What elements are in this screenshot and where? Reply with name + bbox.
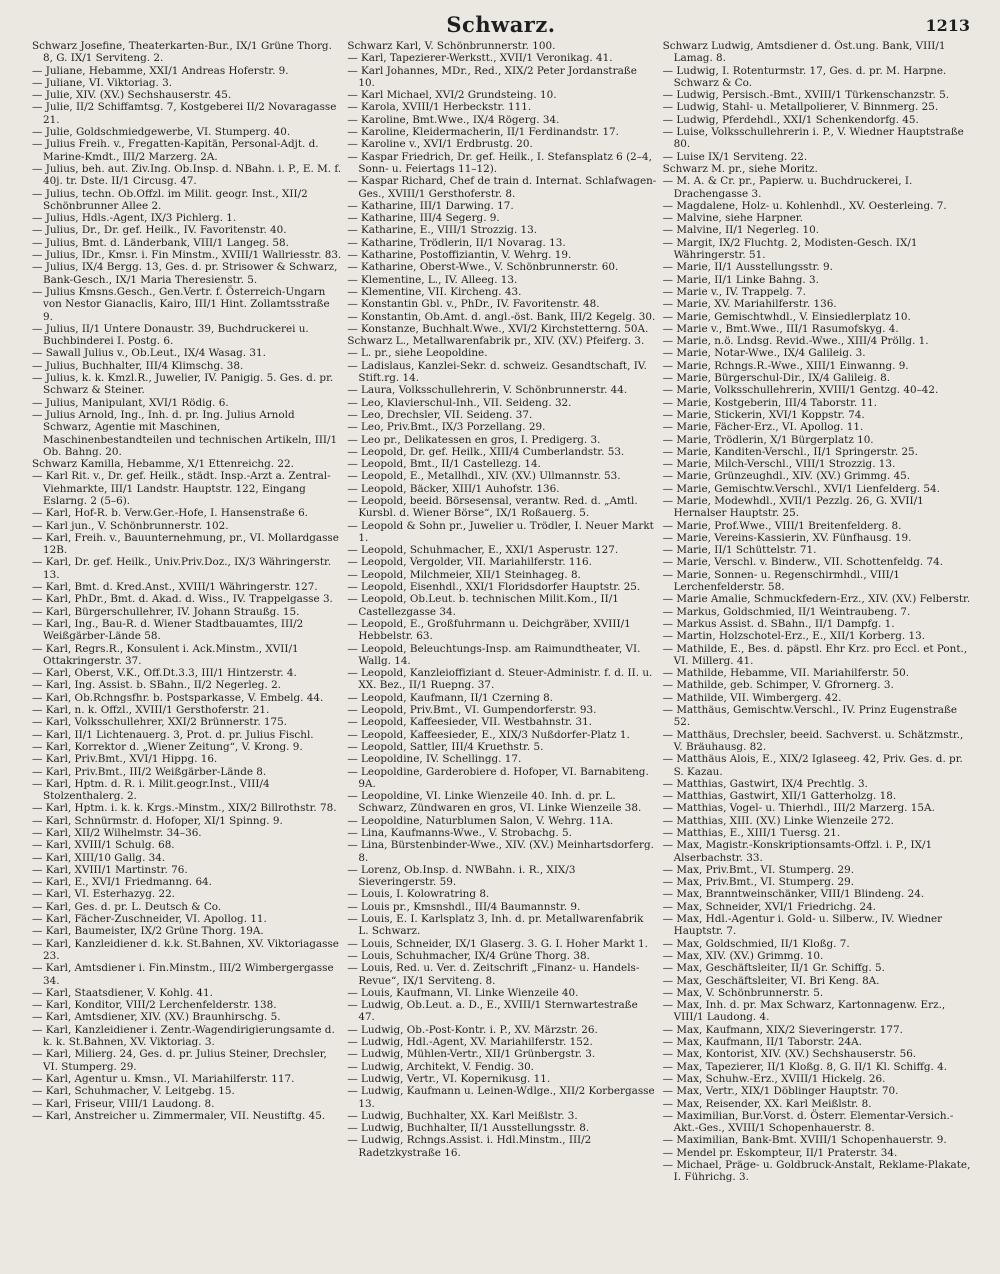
directory-entry: — Karola, XVIII/1 Herbeckstr. 111. bbox=[347, 101, 532, 114]
directory-entry: — Karl, Priv.Bmt., III/2 Weißgärber-Lände 8. bbox=[32, 765, 267, 778]
directory-entry: — Julius Arnold, Ing., Inh. d. pr. Ing. Julius Arnold Schwarz, Agentie mit Maschinen, Maschinenbestandteilen und technischen Artikeln, III/1 Ob. Bahng. 20. bbox=[32, 408, 338, 458]
directory-entry: — Karl Michael, XVI/2 Grundsteing. 10. bbox=[347, 89, 557, 102]
directory-entry: — Karl, Freih. v., Bauunternehmung, pr., VI. Mollardgasse 12B. bbox=[32, 531, 339, 557]
directory-entry: — Karl, Volksschullehrer, XXI/2 Brünnerstr. 175. bbox=[32, 716, 288, 729]
directory-entry: — Karl, Agentur u. Kmsn., VI. Mariahilferstr. 117. bbox=[32, 1072, 295, 1085]
directory-entry: — Julie, II/2 Schiffamtsg. 7, Kostgeberei II/2 Novaragasse 21. bbox=[32, 101, 337, 126]
directory-entry: — Max, Priv.Bmt., VI. Stumperg. 29. bbox=[662, 863, 855, 876]
page-header bbox=[32, 10, 970, 40]
directory-entry: — Ludwig, Ob.-Post-Kontr. i. P., XV. Märzstr. 26. bbox=[347, 1023, 598, 1036]
directory-entry: — Max, Hdl.-Agentur i. Gold- u. Silberw., IV. Wiedner Hauptstr. 7. bbox=[662, 913, 943, 938]
directory-entry: — Lina, Bürstenbinder-Wwe., XIV. (XV.) Meinhartsdorferg. 8. bbox=[347, 839, 654, 864]
directory-entry: — Marie, Kanditen-Verschl., II/1 Springerstr. 25. bbox=[662, 445, 918, 458]
directory-entry: — Matthias, Vogel- u. Thierhdl., III/2 Marzerg. 15A. bbox=[662, 802, 935, 815]
directory-entry: Schwarz Josefine, Theaterkarten-Bur., IX/1 Grüne Thorg. 8, G. IX/1 Serviteng. 2. bbox=[32, 40, 332, 65]
directory-entry: — Ludwig, Vertr., VI. Kopernikusg. 11. bbox=[347, 1072, 551, 1085]
directory-entry: — Leopold, Kaufmann, II/1 Czerning 8. bbox=[347, 691, 554, 704]
directory-entry: — Mendel pr. Eskompteur, II/1 Praterstr. 34. bbox=[662, 1146, 898, 1159]
directory-entry: — Ludwig, Kaufmann u. Leinen-Wdlge., XII/2 Korbergasse 13. bbox=[347, 1085, 655, 1110]
directory-entry: Schwarz M. pr., siehe Moritz. bbox=[662, 162, 818, 175]
directory-entry: — Max, Geschäftsleiter, II/1 Gr. Schiffg. 5. bbox=[662, 962, 885, 975]
directory-entry: — Marie, II/1 Schüttelstr. 71. bbox=[662, 544, 817, 557]
directory-entry: — Katharine, III/1 Darwing. 17. bbox=[347, 199, 514, 212]
directory-entry: — Ludwig, Rchngs.Assist. i. Hdl.Minstm., III/2 Radetzkystraße 16. bbox=[347, 1134, 592, 1159]
directory-entry: — Karl, Korrektor d. „Wiener Zeitung“, V. Krong. 9. bbox=[32, 740, 303, 753]
directory-entry: — Leopold, Eisenhdl., XXI/1 Floridsdorfer Hauptstr. 25. bbox=[347, 581, 641, 594]
directory-entry: — Mathilde, VII. Wimbergerg. 42. bbox=[662, 691, 842, 704]
directory-entry: — Matthias, E., XIII/1 Tuersg. 21. bbox=[662, 827, 841, 839]
directory-entry: — Karl, Friseur, VIII/1 Laudong. 8. bbox=[32, 1097, 215, 1110]
directory-entry: — Ludwig, Ob.Leut. a. D., E., XVIII/1 Sternwartestraße 47. bbox=[347, 999, 638, 1024]
directory-entry: — Marie, Gemischtw.Verschl., XVI/1 Lienfelderg. 54. bbox=[662, 482, 940, 495]
directory-entry: — Julie, Goldschmiedgewerbe, VI. Stumperg. 40. bbox=[32, 126, 291, 139]
directory-entry: — Karl, VI. Esterhazyg. 22. bbox=[32, 888, 175, 901]
directory-entry: — Karl, Baumeister, IX/2 Grüne Thorg. 19A. bbox=[32, 925, 264, 938]
directory-entry: — Max, Kaufmann, II/1 Taborstr. 24A. bbox=[662, 1036, 862, 1049]
directory-entry: — Konstantin, Ob.Amt. d. angl.-öst. Bank, III/2 Kegelg. 30. bbox=[347, 310, 656, 323]
directory-entry: — Magdalene, Holz- u. Kohlenhdl., XV. Oesterleing. 7. bbox=[662, 199, 947, 212]
directory-entry: — Katharine, Postoffiziantin, V. Wehrg. 19. bbox=[347, 249, 572, 262]
directory-entry: — Matthäus, Gemischtw.Verschl., IV. Prinz Eugenstraße 52. bbox=[662, 704, 958, 729]
directory-entry: — Max, Tapezierer, II/1 Kloßg. 8, G. II/1 Kl. Schiffg. 4. bbox=[662, 1060, 947, 1073]
directory-entry: — Lina, Kaufmanns-Wwe., V. Strobachg. 5. bbox=[347, 827, 572, 839]
directory-entry: — Ladislaus, Kanzlei-Sekr. d. schweiz. Gesandtschaft, IV. Stift.rg. 14. bbox=[347, 359, 647, 385]
directory-entry: — Leopoldine, Naturblumen Salon, V. Wehrg. 11A. bbox=[347, 814, 614, 827]
directory-entry: — Karl, Konditor, VIII/2 Lerchenfelderstr. 138. bbox=[32, 999, 277, 1012]
directory-entry: — Karl, Staatsdiener, V. Kohlg. 41. bbox=[32, 986, 213, 999]
directory-entry: — Karl, Kanzleidiener i. Zentr.-Wagendirigierungsamte d. k. k. St.Bahnen, XV. Viktoriag. 3. bbox=[32, 1023, 335, 1049]
directory-entry: — Leopold, Dr. gef. Heilk., XIII/4 Cumberlandstr. 53. bbox=[347, 445, 625, 458]
directory-entry: — Ludwig, Buchhalter, II/1 Ausstellungsstr. 8. bbox=[347, 1122, 590, 1135]
column-3 bbox=[663, 40, 972, 1266]
directory-entry: — Leopold, E., Metallhdl., XIV. (XV.) Ullmannstr. 53. bbox=[347, 470, 621, 483]
directory-entry: — Max, Branntweinschänker, VIII/1 Blindeng. 24. bbox=[662, 888, 925, 901]
directory-entry: — Leopold, Kaffeesieder, VII. Westbahnstr. 31. bbox=[347, 716, 592, 729]
directory-entry: — Laura, Volksschullehrerin, V. Schönbrunnerstr. 44. bbox=[347, 384, 628, 397]
directory-entry: — Luise, Volksschullehrerin i. P., V. Wiedner Hauptstraße 80. bbox=[662, 126, 964, 151]
directory-entry: — Karl, Anstreicher u. Zimmermaler, VII. Neustiftg. 45. bbox=[32, 1109, 326, 1122]
directory-entry: — Marie, Prof.Wwe., VIII/1 Breitenfelderg. 8. bbox=[662, 519, 902, 532]
directory-entry: — Leopold, Bäcker, XIII/1 Auhofstr. 136. bbox=[347, 482, 560, 495]
directory-entry: — Louis, Red. u. Ver. d. Zeitschrift „Finanz- u. Handels-Revue“, IX/1 Serviteng. 8. bbox=[347, 962, 640, 987]
directory-entry: — Max, V. Schönbrunnerstr. 5. bbox=[662, 986, 824, 999]
directory-entry: — Karl, Dr. gef. Heilk., Univ.Priv.Doz., IX/3 Währingerstr. 13. bbox=[32, 556, 332, 581]
directory-entry: — Ludwig, Architekt, V. Fendig. 30. bbox=[347, 1060, 534, 1073]
directory-entry: — Marie, XV. Mariahilferstr. 136. bbox=[662, 298, 837, 311]
directory-entry: — Ludwig, Buchhalter, XX. Karl Meißlstr. 3. bbox=[347, 1109, 578, 1122]
directory-entry: — Max, Geschäftsleiter, VI. Bri Keng. 8A. bbox=[662, 974, 880, 987]
directory-entry: — Leopold, Bmt., II/1 Castellezg. 14. bbox=[347, 458, 541, 471]
directory-entry: — Katharine, III/4 Segerg. 9. bbox=[347, 212, 500, 225]
directory-entry: — Ludwig, Hdl.-Agent, XV. Mariahilferstr. 152. bbox=[347, 1036, 593, 1049]
directory-entry: — Julius Kmsns.Gesch., Gen.Vertr. f. Österreich-Ungarn von Nestor Gianaclis, Kairo, III/1 Hint. Zollamtsstraße 9. bbox=[32, 285, 330, 323]
directory-entry: — Max, Goldschmied, II/1 Kloßg. 7. bbox=[662, 937, 850, 950]
directory-entry: — M. A. & Cr. pr., Papierw. u. Buchdruckerei, I. Drachengasse 3. bbox=[662, 175, 913, 200]
directory-entry: — Louis, Schneider, IX/1 Glaserg. 3. G. I. Hoher Markt 1. bbox=[347, 937, 648, 950]
directory-entry: — Leopoldine, Garderobiere d. Hofoper, VI. Barnabiteng. 9A. bbox=[347, 765, 649, 790]
directory-entry: — Katharine, Trödlerin, II/1 Novarag. 13. bbox=[347, 236, 566, 249]
directory-entry: — Max, Vertr., XIX/1 Döblinger Hauptstr. 70. bbox=[662, 1085, 899, 1098]
directory-entry: — Marie, Gemischtwhdl., V. Einsiedlerplatz 10. bbox=[662, 310, 911, 323]
directory-entry: — Matthäus Alois, E., XIX/2 Iglaseeg. 42, Priv. Ges. d. pr. S. Kazau. bbox=[662, 753, 963, 778]
directory-entry: — Karl, Ing., Bau-R. d. Wiener Stadtbauamtes, III/2 Weißgärber-Lände 58. bbox=[32, 617, 304, 643]
directory-entry: — Karl, XVIII/1 Martinstr. 76. bbox=[32, 863, 188, 876]
directory-entry: — Karoline v., XVI/1 Erdbrustg. 20. bbox=[347, 138, 533, 151]
directory-entry: — Marie, Grünzeughdl., XIV. (XV.) Grimmg. 45. bbox=[662, 470, 911, 483]
directory-entry: — Karl, Amtsdiener i. Fin.Minstm., III/2 Wimbergergasse 34. bbox=[32, 962, 334, 987]
directory-entry: — Karl, Bmt. d. Kred.Anst., XVIII/1 Währingerstr. 127. bbox=[32, 581, 318, 594]
directory-entry: — Karl, Hptm. d. R. i. Milit.geogr.Inst., VIII/4 Stolzenthalerg. 2. bbox=[32, 777, 270, 803]
directory-entry: — Malvine, II/1 Negerleg. 10. bbox=[662, 224, 820, 237]
directory-entry: — Marie, Vereins-Kassierin, XV. Fünfhausg. 19. bbox=[662, 531, 912, 544]
directory-entry: — Markus Assist. d. SBahn., II/1 Dampfg. 1. bbox=[662, 617, 895, 630]
directory-entry: — Max, Inh. d. pr. Max Schwarz, Kartonnagenw. Erz., VIII/1 Laudong. 4. bbox=[662, 999, 946, 1024]
directory-entry: — Karl, Oberst, V.K., Off.Dt.3.3, III/1 Hintzerstr. 4. bbox=[32, 667, 297, 680]
directory-entry: — Ludwig, Pferdehdl., XXI/1 Schenkendorfg. 45. bbox=[662, 113, 919, 126]
column-1 bbox=[32, 40, 341, 1266]
directory-entry: — Marie v., IV. Trappelg. 7. bbox=[662, 285, 806, 298]
directory-entry: — Leopold, beeid. Börsesensal, verantw. Red. d. „Amtl. Kursbl. d. Wiener Börse“, IX/1 Roßauerg. 5. bbox=[347, 494, 638, 520]
directory-entry: — Julius, beh. aut. Ziv.Ing. Ob.Insp. d. NBahn. i. P., E. M. f. 40j. tr. Dste. II/1 Circusg. 47. bbox=[32, 162, 342, 188]
directory-entry: Schwarz L., Metallwarenfabrik pr., XIV. (XV.) Pfeiferg. 3. bbox=[347, 335, 645, 348]
directory-entry: — Julius, techn. Ob.Offzl. im Milit. geogr. Inst., XII/2 Schönbrunner Allee 2. bbox=[32, 187, 308, 212]
directory-entry: — Katharine, E., VIII/1 Strozzig. 13. bbox=[347, 224, 538, 237]
directory-entry: — Marie v., Bmt.Wwe., III/1 Rasumofskyg. 4. bbox=[662, 322, 899, 335]
directory-entry: Schwarz Karl, V. Schönbrunnerstr. 100. bbox=[347, 40, 556, 52]
column-2 bbox=[347, 40, 656, 1266]
directory-entry: — Karl, Ges. d. pr. L. Deutsch & Co. bbox=[32, 900, 222, 913]
directory-entry: — Max, Kaufmann, XIX/2 Sieveringerstr. 177. bbox=[662, 1023, 903, 1036]
directory-entry: — Marie, II/1 Linke Bahng. 3. bbox=[662, 273, 819, 286]
directory-entry: — Julius, k. k. Kmzl.R., Juwelier, IV. Panigig. 5. Ges. d. pr. Schwarz & Steiner. bbox=[32, 372, 334, 397]
directory-entry: — Max, Schuhw.-Erz., XVIII/1 Hickelg. 26. bbox=[662, 1072, 886, 1085]
directory-entry: — Ludwig, I. Rotenturmstr. 17, Ges. d. pr. M. Harpne. Schwarz & Co. bbox=[662, 64, 947, 89]
directory-entry: — Leopold, Beleuchtungs-Insp. am Raimundtheater, VI. Wallg. 14. bbox=[347, 642, 641, 667]
directory-entry: — Karl, Fächer-Zuschneider, VI. Apollog. 11. bbox=[32, 913, 267, 926]
directory-entry: — Kaspar Friedrich, Dr. gef. Heilk., I. Stefansplatz 6 (2–4, Sonn- u. Feiertags 11–12). bbox=[347, 150, 652, 175]
directory-entry: — Leo, Priv.Bmt., IX/3 Porzellang. 29. bbox=[347, 421, 546, 434]
directory-entry: — Ludwig, Persisch.-Bmt., XVIII/1 Türkenschanzstr. 5. bbox=[662, 89, 950, 102]
directory-entry: — L. pr., siehe Leopoldine. bbox=[347, 347, 488, 360]
directory-entry: — Matthäus, Drechsler, beeid. Sachverst. u. Schätzmstr., V. Bräuhausg. 82. bbox=[662, 728, 964, 753]
directory-entry: — Karl, Tapezierer-Werkstt., XVII/1 Veronikag. 41. bbox=[347, 52, 613, 65]
columns bbox=[32, 40, 972, 1266]
directory-entry: — Max, Priv.Bmt., VI. Stumperg. 29. bbox=[662, 876, 855, 889]
directory-entry: — Leopold & Sohn pr., Juwelier u. Trödler, I. Neuer Markt 1. bbox=[347, 519, 654, 544]
directory-entry: — Matthias, Gastwirt, XII/1 Gatterholzg. 18. bbox=[662, 790, 897, 803]
directory-entry: — Karl, PhDr., Bmt. d. Akad. d. Wiss., IV. Trappelgasse 3. bbox=[32, 593, 333, 606]
directory-entry: — Karl, Hptm. i. k. k. Krgs.-Minstm., XIX/2 Billrothstr. 78. bbox=[32, 802, 337, 815]
directory-entry: — Marie, n.ö. Lndsg. Revid.-Wwe., XIII/4 Pröllg. 1. bbox=[662, 335, 929, 348]
directory-entry: — Leopoldine, IV. Schellingg. 17. bbox=[347, 753, 522, 766]
directory-entry: — Marie, Volksschullehrerin, XVIII/1 Gentzg. 40–42. bbox=[662, 384, 939, 397]
directory-entry: — Leopold, E., Großfuhrmann u. Deichgräber, XVIII/1 Hebbelstr. 63. bbox=[347, 617, 631, 643]
directory-entry: — Julius, Hdls.-Agent, IX/3 Pichlerg. 1. bbox=[32, 212, 237, 225]
directory-entry: — Mathilde, E., Bes. d. päpstl. Ehr Krz. pro Eccl. et Pont., VI. Millerg. 41. bbox=[662, 642, 968, 667]
directory-entry: — Max, XIV. (XV.) Grimmg. 10. bbox=[662, 949, 824, 962]
directory-entry: — Sawall Julius v., Ob.Leut., IX/4 Wasag. 31. bbox=[32, 347, 266, 360]
directory-entry: — Marie, Notar-Wwe., IX/4 Galileig. 3. bbox=[662, 347, 866, 360]
directory-entry: — Karl, Priv.Bmt., XVI/1 Hippg. 16. bbox=[32, 753, 218, 766]
directory-entry: — Konstantin Gbl. v., PhDr., IV. Favoritenstr. 48. bbox=[347, 298, 600, 311]
directory-entry: — Katharine, Oberst-Wwe., V. Schönbrunnerstr. 60. bbox=[347, 261, 619, 274]
directory-entry: — Karl, Bürgerschullehrer, IV. Johann Straußg. 15. bbox=[32, 605, 300, 618]
directory-entry: — Leopoldine, VI. Linke Wienzeile 40. Inh. d. pr. L. Schwarz, Zündwaren en gros, VI. Linke Wienzeile 38. bbox=[347, 790, 642, 815]
directory-entry: — Leopold, Vergolder, VII. Mariahilferstr. 116. bbox=[347, 556, 592, 569]
directory-entry: — Karl Rit. v., Dr. gef. Heilk., städt. Insp.-Arzt a. Zentral-Viehmarkte, III/1 Landstr. Hauptstr. 122, Eingang Eslarng. 2 (5–6). bbox=[32, 470, 331, 507]
directory-entry: — Karl, Regrs.R., Konsulent i. Ack.Minstm., XVII/1 Ottakringerstr. 37. bbox=[32, 642, 299, 667]
directory-entry: — Karl Johannes, MDr., Red., XIX/2 Peter Jordanstraße 10. bbox=[347, 64, 637, 89]
directory-entry: — Mathilde, geb. Schimper, V. Gfrornerg. 3. bbox=[662, 679, 894, 692]
directory-entry: — Karl, XVIII/1 Schulg. 68. bbox=[32, 839, 175, 852]
directory-entry: — Max, Kontorist, XIV. (XV.) Sechshauserstr. 56. bbox=[662, 1048, 917, 1061]
directory-entry: — Julius, IDr., Kmsr. i. Fin Minstm., XVIII/1 Wallriesstr. 83. bbox=[32, 249, 342, 262]
directory-entry: — Julius, II/1 Untere Donaustr. 39, Buchdruckerei u. Buchbinderei I. Postg. 6. bbox=[32, 322, 309, 348]
directory-entry: — Ludwig, Stahl- u. Metallpolierer, V. Binnmerg. 25. bbox=[662, 101, 939, 114]
directory-entry: — Karl, n. k. Offzl., XVIII/1 Gersthoferstr. 21. bbox=[32, 704, 270, 717]
directory-entry: — Malvine, siehe Harpner. bbox=[662, 212, 803, 225]
directory-entry: — Ludwig, Mühlen-Vertr., XII/1 Grünbergstr. 3. bbox=[347, 1048, 596, 1061]
directory-entry: — Luise IX/1 Serviteng. 22. bbox=[662, 150, 808, 163]
directory-entry: — Marie, Verschl. v. Binderw., VII. Schottenfeldg. 74. bbox=[662, 556, 944, 569]
directory-entry: — Julie, XIV. (XV.) Sechshauserstr. 45. bbox=[32, 89, 232, 102]
directory-entry: — Leo, Drechsler, VII. Seideng. 37. bbox=[347, 408, 533, 421]
directory-entry: — Julius, Buchhalter, III/4 Klimschg. 38. bbox=[32, 359, 244, 372]
directory-entry: — Karl, Ing. Assist. b. SBahn., II/2 Negerleg. 2. bbox=[32, 679, 281, 692]
directory-entry: — Max, Reisender, XX. Karl Meißlstr. 8. bbox=[662, 1097, 872, 1110]
directory-entry: — Karoline, Kleidermacherin, II/1 Ferdinandstr. 17. bbox=[347, 126, 619, 139]
directory-entry: — Max, Magistr.-Konskriptionsamts-Offzl. i. P., IX/1 Alserbachstr. 33. bbox=[662, 839, 933, 864]
directory-entry: — Karl jun., V. Schönbrunnerstr. 102. bbox=[32, 519, 229, 532]
directory-entry: — Maximilian, Bur.Vorst. d. Österr. Elementar-Versich.-Akt.-Ges., XVIII/1 Schopenhauerstr. 8. bbox=[662, 1109, 954, 1135]
directory-entry: — Leo, Klavierschul-Inh., VII. Seideng. 32. bbox=[347, 396, 572, 409]
directory-entry: — Louis, Schuhmacher, IX/4 Grüne Thorg. 38. bbox=[347, 949, 590, 962]
directory-entry: — Julius Freih. v., Fregatten-Kapitän, Personal-Adjt. d. Marine-Kmdt., III/2 Marzerg. 2A. bbox=[32, 138, 319, 163]
directory-entry: Schwarz Kamilla, Hebamme, X/1 Ettenreichg. 22. bbox=[32, 458, 294, 471]
directory-entry: — Leopold, Ob.Leut. b. technischen Milit.Kom., II/1 Castellezgasse 34. bbox=[347, 593, 619, 618]
directory-entry: — Matthias, Gastwirt, IX/4 Prechtlg. 3. bbox=[662, 777, 868, 790]
directory-entry: — Marie, Modewhdl., XVII/1 Pezzlg. 26, G. XVII/1 Hernalser Hauptstr. 25. bbox=[662, 494, 924, 520]
directory-entry: — Karl, Ob.Rchngsfhr. b. Postsparkasse, V. Embelg. 44. bbox=[32, 691, 324, 704]
directory-entry: — Julius, Manipulant, XVI/1 Rödig. 6. bbox=[32, 396, 229, 409]
directory-entry: — Leopold, Milchmeier, XII/1 Steinhageg. 8. bbox=[347, 568, 581, 581]
directory-entry: — Louis pr., Kmsnshdl., III/4 Baumannstr. 9. bbox=[347, 900, 581, 913]
directory-entry: — Martin, Holzschotel-Erz., E., XII/1 Korberg. 13. bbox=[662, 630, 926, 643]
directory-entry: — Louis, Kaufmann, VI. Linke Wienzeile 40. bbox=[347, 986, 579, 999]
directory-entry: — Marie, Stickerin, XVI/1 Koppstr. 74. bbox=[662, 408, 865, 421]
directory-entry: — Michael, Präge- u. Goldbruck-Anstalt, Reklame-Plakate, I. Führichg. 3. bbox=[662, 1159, 971, 1184]
directory-entry: — Karl, II/1 Lichtenauerg. 3, Prot. d. pr. Julius Fischl. bbox=[32, 728, 314, 741]
directory-entry: — Karl, Hof-R. b. Verw.Ger.-Hofe, I. Hansenstraße 6. bbox=[32, 507, 308, 520]
directory-entry: — Karl, Schnürmstr. d. Hofoper, XI/1 Spinng. 9. bbox=[32, 814, 283, 827]
directory-entry: — Julius, Dr., Dr. gef. Heilk., IV. Favoritenstr. 40. bbox=[32, 224, 287, 237]
directory-entry: — Konstanze, Buchhalt.Wwe., XVI/2 Kirchstetterng. 50A. bbox=[347, 322, 649, 335]
directory-entry: — Juliane, Hebamme, XXI/1 Andreas Hoferstr. 9. bbox=[32, 64, 289, 77]
directory-entry: — Marie, Milch-Verschl., VIII/1 Strozzig. 13. bbox=[662, 458, 896, 471]
directory-entry: — Markus, Goldschmied, II/1 Weintraubeng. 7. bbox=[662, 605, 911, 618]
directory-entry: — Karl, Amtsdiener, XIV. (XV.) Braunhirschg. 5. bbox=[32, 1011, 281, 1024]
directory-entry: — Karl, Milierg. 24, Ges. d. pr. Julius Steiner, Drechsler, VI. Stumperg. 29. bbox=[32, 1048, 327, 1073]
directory-entry: — Mathilde, Hebamme, VII. Mariahilferstr. 50. bbox=[662, 667, 910, 680]
page-title: Schwarz. bbox=[446, 12, 556, 37]
directory-entry: — Karl, XIII/10 Gallg. 34. bbox=[32, 851, 166, 864]
directory-entry: — Karl, XII/2 Wilhelmstr. 34–36. bbox=[32, 827, 202, 839]
directory-entry: Schwarz Ludwig, Amtsdiener d. Öst.ung. Bank, VIII/1 Lamag. 8. bbox=[662, 40, 946, 65]
directory-entry: — Julius, IX/4 Bergg. 13, Ges. d. pr. Strisower & Schwarz, Bank-Gesch., IX/1 Maria Theresienstr. 5. bbox=[32, 261, 338, 286]
directory-entry: — Matthias, XIII. (XV.) Linke Wienzeile 272. bbox=[662, 814, 894, 827]
directory-entry: — Marie, Bürgerschul-Dir., IX/4 Galileig. 8. bbox=[662, 372, 891, 385]
directory-entry: — Marie, Fächer-Erz., VI. Apollog. 11. bbox=[662, 421, 864, 434]
directory-entry: — Kaspar Richard, Chef de train d. Internat. Schlafwagen-Ges., XVIII/1 Gersthoferstr. 8. bbox=[347, 175, 657, 200]
directory-entry: — Klementine, VII. Kircheng. 43. bbox=[347, 285, 522, 298]
directory-entry: — Maximilian, Bank-Bmt. XVIII/1 Schopenhauerstr. 9. bbox=[662, 1134, 947, 1147]
directory-entry: — Marie, Kostgeberin, III/4 Taborstr. 11. bbox=[662, 396, 878, 409]
directory-entry: — Julius, Bmt. d. Länderbank, VIII/1 Langeg. 58. bbox=[32, 236, 289, 249]
directory-entry: — Margit, IX/2 Fluchtg. 2, Modisten-Gesch. IX/1 Währingerstr. 51. bbox=[662, 236, 918, 262]
directory-entry: — Louis, E. I. Karlsplatz 3, Inh. d. pr. Metallwarenfabrik L. Schwarz. bbox=[347, 913, 644, 938]
directory-entry: — Marie, Rchngs.R.-Wwe., XIII/1 Einwanng. 9. bbox=[662, 359, 909, 372]
directory-entry: — Klementine, L., IV. Alleeg. 13. bbox=[347, 273, 518, 286]
directory-entry: — Leopold, Sattler, III/4 Kruethstr. 5. bbox=[347, 740, 544, 753]
directory-entry: — Marie Amalie, Schmuckfedern-Erz., XIV. (XV.) Felberstr. bbox=[662, 593, 971, 606]
directory-entry: — Juliane, VI. Viktoriag. 3. bbox=[32, 76, 173, 89]
directory-entry: — Louis, I. Kolowratring 8. bbox=[347, 888, 490, 901]
directory-entry: — Marie, Sonnen- u. Regenschirmhdl., VIII/1 Lerchenfelderstr. 58. bbox=[662, 568, 900, 594]
directory-entry: — Leo pr., Delikatessen en gros, I. Predigerg. 3. bbox=[347, 433, 601, 446]
directory-entry: — Max, Schneider, XVI/1 Friedrichg. 24. bbox=[662, 900, 876, 913]
directory-entry: — Karl, Schuhmacher, V. Leitgebg. 15. bbox=[32, 1085, 235, 1098]
directory-entry: — Marie, II/1 Ausstellungsstr. 9. bbox=[662, 261, 833, 274]
directory-entry: — Karl, E., XVI/1 Friedmanng. 64. bbox=[32, 876, 212, 889]
directory-entry: — Karl, Kanzleidiener d. k.k. St.Bahnen, XV. Viktoriagasse 23. bbox=[32, 937, 339, 962]
page-number: 1213 bbox=[925, 16, 970, 35]
directory-entry: — Leopold, Kanzleioffiziant d. Steuer-Administr. f. d. II. u. XX. Bez., II/1 Ruepng. 37. bbox=[347, 667, 653, 692]
directory-entry: — Leopold, Kaffeesieder, E., XIX/3 Nußdorfer-Platz 1. bbox=[347, 728, 630, 741]
directory-entry: — Marie, Trödlerin, X/1 Bürgerplatz 10. bbox=[662, 433, 874, 446]
directory-entry: — Karoline, Bmt.Wwe., IX/4 Rögerg. 34. bbox=[347, 113, 560, 126]
directory-entry: — Lorenz, Ob.Insp. d. NWBahn. i. R., XIX/3 Sieveringerstr. 59. bbox=[347, 863, 576, 889]
directory-entry: — Leopold, Schuhmacher, E., XXI/1 Asperustr. 127. bbox=[347, 544, 619, 557]
directory-entry: — Leopold, Priv.Bmt., VI. Gumpendorferstr. 93. bbox=[347, 704, 597, 717]
